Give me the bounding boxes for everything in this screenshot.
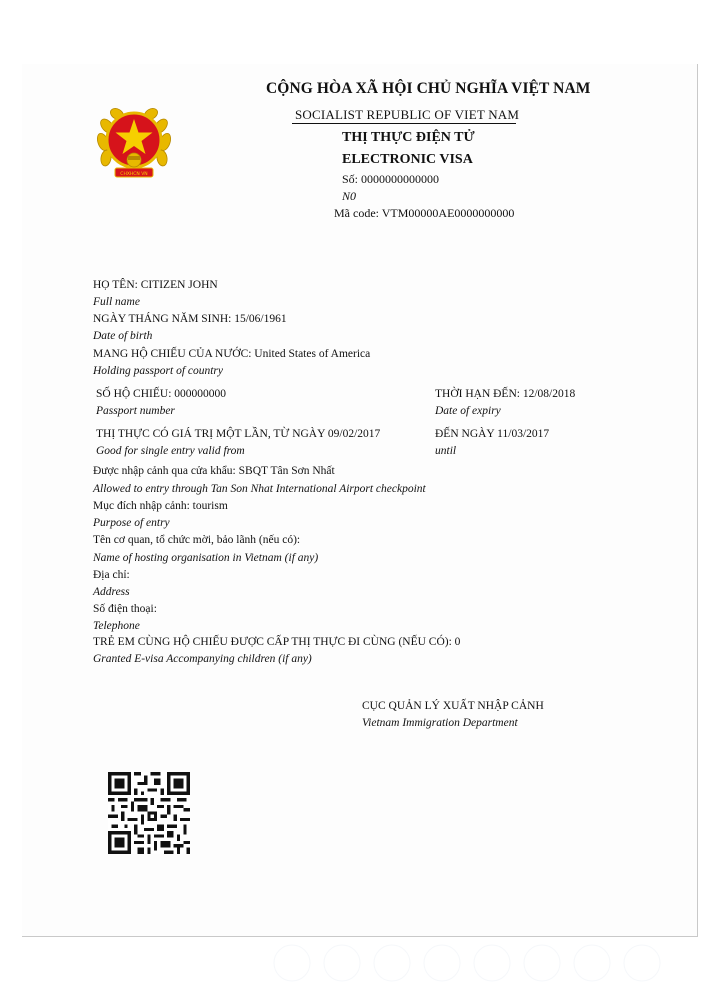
expiry-label: THỜI HẠN ĐẾN: 12/08/2018 [435, 388, 576, 400]
visa-number: Số: 0000000000000 [342, 172, 440, 186]
purpose-label-en: Purpose of entry [93, 517, 170, 529]
phone-label-en: Telephone [93, 620, 140, 632]
department-name-en: Vietnam Immigration Department [362, 717, 518, 729]
country-heading: CỘNG HÒA XÃ HỘI CHỦ NGHĨA VIỆT NAM [266, 80, 591, 97]
vietnam-national-emblem-icon [95, 102, 173, 184]
qr-code-icon [107, 772, 191, 854]
address-label: Địa chỉ: [93, 569, 130, 581]
dob-label: NGÀY THÁNG NĂM SINH: 15/06/1961 [93, 313, 287, 325]
passport-number-label-en: Passport number [96, 405, 175, 417]
security-pattern [262, 938, 692, 988]
dob-label-en: Date of birth [93, 330, 153, 342]
svg-text:CHXHCN VN: CHXHCN VN [120, 172, 148, 177]
valid-from-label: THỊ THỰC CÓ GIÁ TRỊ MỘT LẦN, TỪ NGÀY 09/02/2017 [96, 428, 381, 440]
country-heading-en: SOCIALIST REPUBLIC OF VIET NAM [295, 107, 520, 122]
purpose-label: Mục đích nhập cảnh: tourism [93, 500, 228, 512]
visa-title: THỊ THỰC ĐIỆN TỬ [342, 130, 475, 145]
host-org-label: Tên cơ quan, tổ chức mời, bảo lãnh (nếu có): [93, 534, 301, 546]
department-name: CỤC QUẢN LÝ XUẤT NHẬP CẢNH [362, 700, 544, 712]
visa-number-en: N0 [342, 189, 357, 203]
expiry-label-en: Date of expiry [435, 405, 501, 417]
nationality-label: MANG HỘ CHIẾU CỦA NƯỚC: United States of America [93, 348, 371, 360]
ma-code: Mã code: VTM00000AE0000000000 [334, 206, 515, 220]
until-label-en: until [435, 445, 457, 457]
host-org-label-en: Name of hosting organisation in Vietnam (if any) [93, 552, 319, 564]
children-label-en: Granted E-visa Accompanying children (if any) [93, 653, 312, 665]
children-label: TRẺ EM CÙNG HỘ CHIẾU ĐƯỢC CẤP THỊ THỰC ĐI CÙNG (NẾU CÓ): 0 [93, 636, 461, 648]
entry-port-label-en: Allowed to entry through Tan Son Nhat International Airport checkpoint [93, 483, 426, 495]
full-name-label-en: Full name [93, 296, 140, 308]
address-label-en: Address [93, 586, 130, 598]
heading-underline [292, 123, 516, 124]
until-label: ĐẾN NGÀY 11/03/2017 [435, 428, 550, 440]
entry-port-label: Được nhập cảnh qua cửa khẩu: SBQT Tân Sơn Nhất [93, 465, 335, 477]
valid-from-label-en: Good for single entry valid from [96, 445, 245, 457]
visa-title-en: ELECTRONIC VISA [342, 152, 473, 167]
passport-number-label: SỐ HỘ CHIẾU: 000000000 [96, 388, 227, 400]
phone-label: Số điện thoại: [93, 603, 157, 615]
full-name-label: HỌ TÊN: CITIZEN JOHN [93, 279, 218, 291]
nationality-label-en: Holding passport of country [93, 365, 224, 377]
